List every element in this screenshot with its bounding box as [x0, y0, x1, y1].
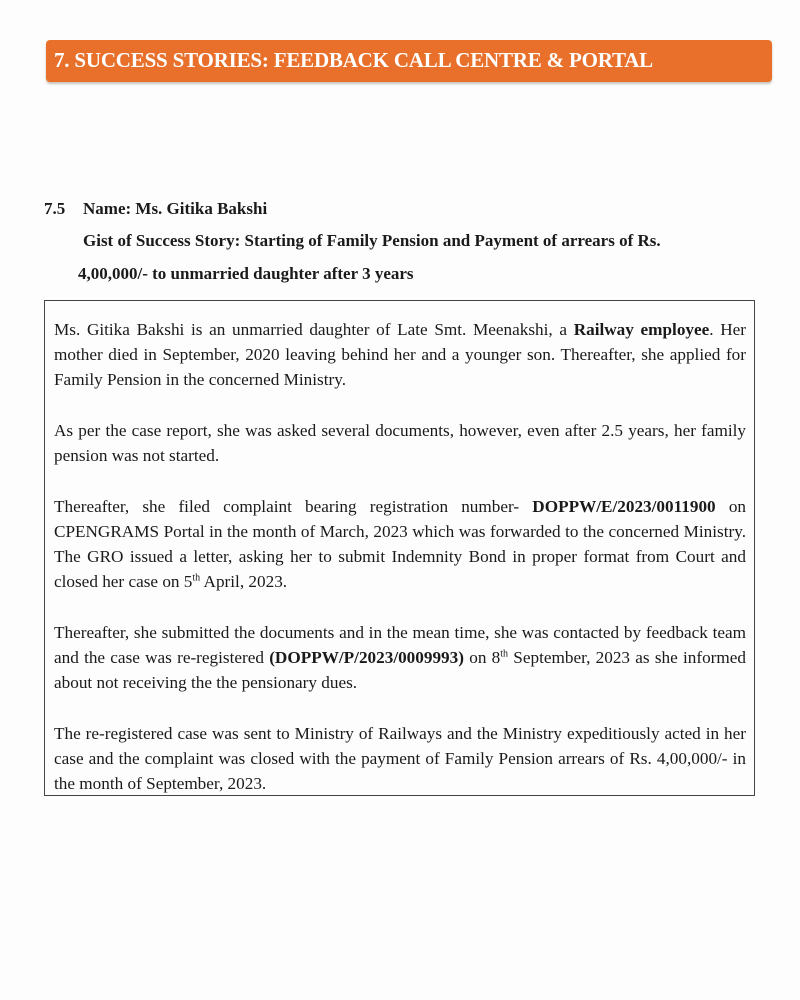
- registration-number: DOPPW/E/2023/0011900: [532, 497, 716, 516]
- story-name: Name: Ms. Gitika Bakshi: [83, 199, 268, 218]
- registration-number: (DOPPW/P/2023/0009993): [269, 648, 464, 667]
- story-gist-line1: Gist of Success Story: Starting of Family Pension and Payment of arrears of Rs.: [83, 231, 661, 250]
- superscript: th: [192, 572, 201, 584]
- text: . Her mother died in September, 2020 leaving behind her and a younger son. Thereafter, she applied for Family Pension in the concerned Ministry.: [54, 320, 747, 389]
- text: on 8: [463, 648, 501, 667]
- text: Thereafter, she submitted the documents and in the mean time, she was contacted by feedback team and the case was re-registered: [54, 623, 746, 667]
- story-number: 7.5: [44, 199, 66, 218]
- text: September, 2023 as she informed about not receiving the the pensionary dues.: [54, 648, 746, 692]
- paragraph-4: [54, 620, 746, 695]
- text: April, 2023.: [200, 572, 288, 591]
- paragraph-2: As per the case report, she was asked several documents, however, even after 2.5 years, her family pension was not started.: [54, 421, 746, 465]
- section-banner: [46, 40, 772, 82]
- story-body-box: [44, 300, 755, 796]
- paragraph-3: [54, 494, 746, 594]
- superscript: th: [500, 648, 509, 660]
- paragraph-5: The re-registered case was sent to Ministry of Railways and the Ministry expeditiously acted in her case and the complaint was closed with the payment of Family Pension arrears of Rs. 4,00,000/- in the month of September, 2023.: [54, 724, 746, 793]
- text: on CPENGRAMS Portal in the month of March, 2023 which was forwarded to the concerned Ministry. The GRO issued a letter, asking her to submit Indemnity Bond in proper format from Court and closed her case on 5: [54, 497, 747, 591]
- paragraph-1: [54, 317, 746, 392]
- story-gist-line2: 4,00,000/- to unmarried daughter after 3 years: [78, 264, 414, 283]
- text: Thereafter, she filed complaint bearing registration number-: [54, 497, 533, 516]
- text: Ms. Gitika Bakshi is an unmarried daughter of Late Smt. Meenakshi, a: [54, 320, 574, 339]
- section-title: 7. SUCCESS STORIES: FEEDBACK CALL CENTRE & PORTAL: [54, 48, 653, 72]
- bold-text: Railway employee: [573, 320, 710, 339]
